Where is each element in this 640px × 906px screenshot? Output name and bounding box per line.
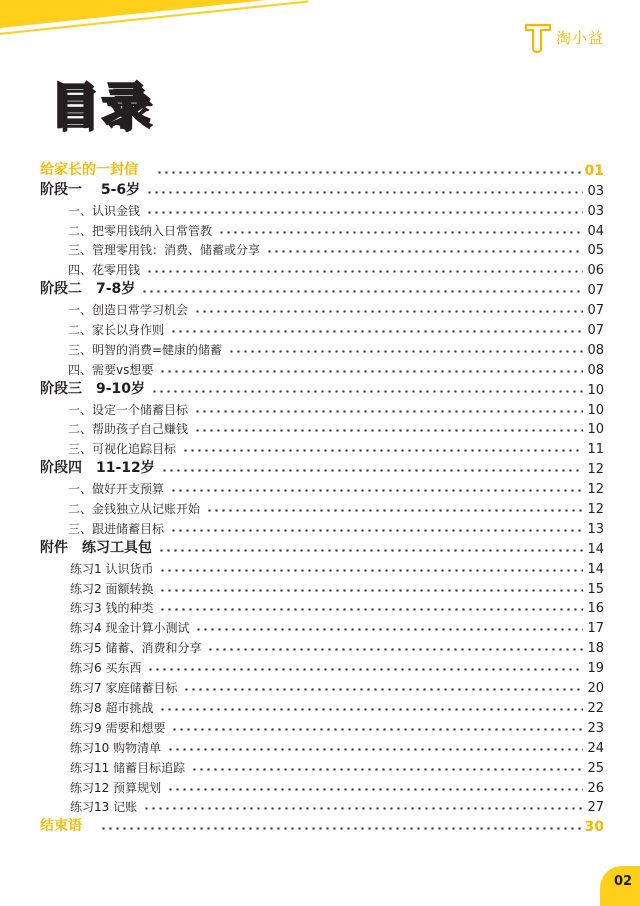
toc-entry-label: 四、需要vs想要: [68, 362, 154, 377]
toc-entry-sub[interactable]: [40, 258, 604, 278]
dot-leader: [143, 807, 583, 810]
toc-entry-page: 20: [587, 681, 604, 697]
dot-leader: [206, 509, 583, 512]
dot-leader: [100, 827, 581, 830]
toc-entry-page: 10: [587, 402, 604, 418]
toc-entry-page: 27: [587, 800, 604, 816]
dot-leader: [151, 390, 583, 393]
toc-entry-label: 给家长的一封信: [40, 161, 138, 178]
dot-leader: [159, 589, 583, 592]
dot-leader: [146, 191, 583, 194]
t-logo-icon: [523, 20, 553, 54]
toc-entry-sub[interactable]: [40, 418, 604, 438]
toc-entry-label: 练习2 面额转换: [70, 581, 154, 596]
toc-entry-sub[interactable]: [40, 398, 604, 418]
dot-leader: [171, 728, 583, 731]
toc-entry-page: 17: [587, 621, 604, 637]
toc-entry-sub[interactable]: [40, 199, 604, 219]
toc-entry-sub[interactable]: [40, 239, 604, 259]
page-title: 目录: [50, 78, 155, 134]
toc-entry-sub[interactable]: [40, 358, 604, 378]
toc-entry-sub[interactable]: [40, 219, 604, 239]
toc-entry-exercise[interactable]: [40, 736, 604, 756]
brand-logo: [523, 20, 604, 54]
toc-entry-label: 练习1 认识货币: [70, 561, 154, 576]
toc-entry-label: 二、家长以身作则: [68, 323, 165, 338]
toc-entry-page: 22: [587, 700, 604, 716]
toc-entry-label: 练习10 购物清单: [70, 740, 162, 755]
toc-entry-label: 练习5 储蓄、消费和分享: [70, 641, 202, 656]
toc-entry-page: 16: [587, 601, 604, 617]
toc-entry-page: 12: [587, 482, 604, 498]
toc-entry-stage[interactable]: [40, 278, 604, 298]
toc-entry-page: 14: [587, 541, 604, 557]
toc-entry-appendix[interactable]: [40, 537, 604, 557]
toc-entry-sub[interactable]: [40, 437, 604, 457]
toc-entry-page: 06: [587, 263, 604, 279]
toc-entry-highlight[interactable]: [40, 159, 604, 179]
dot-leader: [218, 231, 583, 234]
dot-leader: [156, 171, 581, 174]
toc-entry-page: 03: [587, 203, 604, 219]
toc-entry-exercise[interactable]: [40, 597, 604, 617]
dot-leader: [159, 370, 583, 373]
toc-entry-page: 07: [587, 303, 604, 319]
toc-entry-exercise[interactable]: [40, 616, 604, 636]
dot-leader: [158, 549, 583, 552]
dot-leader: [167, 788, 583, 791]
toc-entry-exercise[interactable]: [40, 557, 604, 577]
toc-entry-label: 一、设定一个储蓄目标: [68, 402, 189, 417]
toc-entry-page: 23: [587, 720, 604, 736]
dot-leader: [147, 668, 583, 671]
table-of-contents: [40, 159, 604, 835]
toc-entry-sub[interactable]: [40, 477, 604, 497]
toc-entry-sub[interactable]: [40, 318, 604, 338]
page-number: 02: [614, 874, 633, 889]
toc-entry-label: 一、认识金钱: [68, 203, 141, 218]
dot-leader: [146, 211, 583, 214]
toc-entry-exercise[interactable]: [40, 577, 604, 597]
toc-entry-label: 三、管理零用钱：消费、储蓄或分享: [68, 243, 261, 258]
dot-leader: [141, 290, 583, 293]
toc-entry-page: 18: [587, 641, 604, 657]
toc-entry-label: 阶段一 5-6岁: [40, 181, 141, 198]
dot-leader: [207, 648, 583, 651]
toc-entry-page: 25: [587, 760, 604, 776]
dot-leader: [170, 489, 583, 492]
toc-entry-page: 12: [587, 462, 604, 478]
toc-entry-label: 阶段四 11-12岁: [40, 460, 155, 477]
toc-entry-page: 07: [587, 283, 604, 299]
toc-entry-page: 07: [587, 323, 604, 339]
toc-entry-page: 01: [584, 162, 604, 179]
toc-entry-label: 阶段二 7-8岁: [40, 281, 136, 298]
dot-leader: [146, 270, 583, 273]
toc-entry-label: 三、明智的消费=健康的储蓄: [68, 342, 223, 357]
dot-leader: [266, 250, 583, 253]
dot-leader: [159, 608, 583, 611]
toc-entry-stage[interactable]: [40, 457, 604, 477]
toc-entry-label: 练习6 买东西: [70, 661, 142, 676]
dot-leader: [170, 330, 583, 333]
toc-entry-label: 一、做好开支预算: [68, 482, 165, 497]
toc-entry-exercise[interactable]: [40, 636, 604, 656]
dot-leader: [194, 310, 583, 313]
toc-entry-page: 10: [587, 422, 604, 438]
dot-leader: [167, 748, 583, 751]
toc-entry-page: 04: [587, 223, 604, 239]
toc-entry-label: 一、创造日常学习机会: [68, 303, 189, 318]
toc-entry-label: 练习7 家庭储蓄目标: [70, 681, 178, 696]
dot-leader: [194, 429, 583, 432]
toc-entry-stage[interactable]: [40, 378, 604, 398]
toc-entry-highlight[interactable]: [40, 815, 604, 835]
logo-text: 淘小益: [555, 28, 604, 47]
toc-entry-label: 练习4 现金计算小测试: [70, 621, 190, 636]
toc-entry-exercise[interactable]: [40, 696, 604, 716]
dot-leader: [183, 688, 583, 691]
toc-entry-label: 练习13 记账: [70, 800, 138, 815]
dot-leader: [228, 350, 583, 353]
toc-entry-label: 阶段三 9-10岁: [40, 380, 146, 397]
dot-leader: [161, 469, 584, 472]
toc-entry-page: 05: [587, 243, 604, 259]
toc-entry-page: 19: [587, 661, 604, 677]
toc-entry-label: 练习11 储蓄目标追踪: [70, 760, 186, 775]
toc-entry-exercise[interactable]: [40, 776, 604, 796]
toc-entry-page: 03: [587, 183, 604, 199]
toc-entry-exercise[interactable]: [40, 796, 604, 816]
toc-entry-page: 08: [587, 362, 604, 378]
toc-entry-sub[interactable]: [40, 338, 604, 358]
dot-leader: [195, 628, 583, 631]
toc-entry-label: 结束语: [40, 818, 82, 835]
toc-entry-exercise[interactable]: [40, 756, 604, 776]
toc-entry-exercise[interactable]: [40, 656, 604, 676]
toc-entry-page: 10: [587, 382, 604, 398]
toc-entry-label: 练习8 超市挑战: [70, 700, 154, 715]
toc-entry-page: 24: [587, 740, 604, 756]
toc-entry-stage[interactable]: [40, 179, 604, 199]
toc-entry-page: 08: [587, 342, 604, 358]
toc-entry-page: 11: [587, 442, 604, 458]
toc-entry-exercise[interactable]: [40, 716, 604, 736]
toc-entry-label: 练习9 需要和想要: [70, 720, 166, 735]
toc-entry-label: 二、金钱独立从记账开始: [68, 502, 201, 517]
toc-entry-page: 26: [587, 780, 604, 796]
toc-entry-label: 练习12 预算规划: [70, 780, 162, 795]
toc-entry-label: 四、花零用钱: [68, 263, 141, 278]
toc-entry-page: 15: [587, 581, 604, 597]
toc-entry-label: 练习3 钱的种类: [70, 601, 154, 616]
toc-entry-sub[interactable]: [40, 497, 604, 517]
dot-leader: [182, 449, 583, 452]
page-number-badge: [600, 866, 640, 906]
toc-entry-page: 13: [587, 521, 604, 537]
toc-entry-label: 二、把零用钱纳入日常管教: [68, 223, 213, 238]
dot-leader: [191, 768, 583, 771]
dot-leader: [170, 529, 583, 532]
dot-leader: [159, 708, 583, 711]
toc-entry-label: 二、帮助孩子自己赚钱: [68, 422, 189, 437]
toc-entry-sub[interactable]: [40, 298, 604, 318]
dot-leader: [194, 410, 583, 413]
toc-entry-label: 三、可视化追踪目标: [68, 442, 177, 457]
toc-entry-page: 30: [584, 819, 604, 836]
toc-entry-page: 14: [587, 561, 604, 577]
toc-entry-label: 附件 练习工具包: [40, 539, 152, 556]
toc-entry-page: 12: [587, 502, 604, 518]
toc-entry-label: 三、跟进储蓄目标: [68, 521, 165, 536]
dot-leader: [159, 569, 583, 572]
toc-entry-exercise[interactable]: [40, 676, 604, 696]
toc-entry-sub[interactable]: [40, 517, 604, 537]
